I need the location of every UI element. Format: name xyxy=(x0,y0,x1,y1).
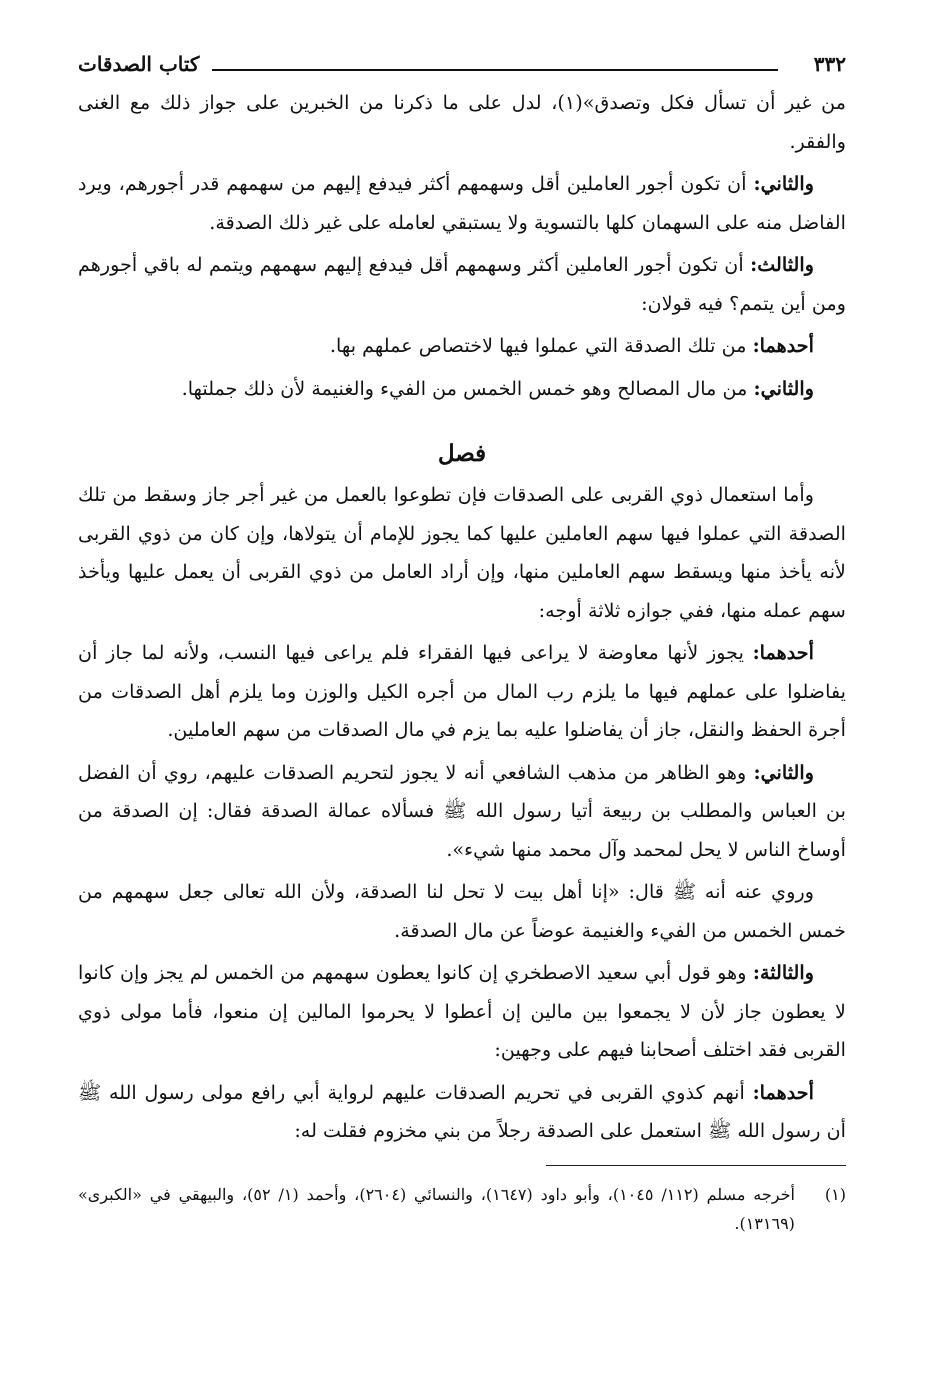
paragraph xyxy=(78,1074,846,1151)
paragraph-lead: أحدهما: xyxy=(752,1080,814,1104)
paragraph-lead: والثاني: xyxy=(753,376,814,400)
footnote xyxy=(78,1180,846,1238)
paragraph xyxy=(78,370,846,409)
paragraph-lead: أحدهما: xyxy=(752,334,814,357)
paragraph-text: وأما استعمال ذوي القربى على الصدقات فإن تطوعوا بالعمل من غير أجر جاز وسقط من تلك الصدقة التي عملوا فيها سهم العاملين عليها كما يجوز للإمام أن يتولاها، وإن كان من ذوي القربى لأنه يأخذ منها ويسقط سهم العاملين منها، وإن أراد العامل من ذوي القربى أن يعمل عليها ويأخذ سهم عمله منها، ففي جوازه ثلاثة أوجه: xyxy=(78,483,846,622)
page-header xyxy=(78,44,846,84)
paragraph xyxy=(78,873,846,950)
paragraph-text: من مال المصالح وهو خمس الخمس من الفيء والغنيمة لأن ذلك جملتها. xyxy=(181,376,748,400)
paragraph-text: أن تكون أجور العاملين أقل وسهمهم أكثر فيدفع إليهم من سهمهم قدر أجورهم، ويرد الفاضل منه على السهمان كلها بالتسوية ولا يستبقي لعامله على غير ذلك الصدقة. xyxy=(78,172,846,234)
header-rule xyxy=(212,69,778,71)
paragraph-lead: والثالث: xyxy=(750,253,814,276)
book-title: كتاب الصدقات xyxy=(78,52,200,76)
paragraph-text: من غير أن تسأل فكل وتصدق»(١)، لدل على ما ذكرنا من الخبرين على جواز ذلك مع الغنى والفقر. xyxy=(78,91,846,153)
paragraph-lead: أحدهما: xyxy=(752,641,814,664)
paragraph xyxy=(78,165,846,242)
footnote-separator xyxy=(546,1165,846,1166)
paragraph-text: وهو الظاهر من مذهب الشافعي أنه لا يجوز لتحريم الصدقات عليهم، روي أن الفضل بن العباس والمطلب بن ربيعة أتيا رسول الله ﷺ فسألاه عمالة الصدقة فقال: إن الصدقة من أوساخ الناس لا يحل لمحمد وآل محمد منها شيء». xyxy=(78,760,846,861)
page-number: ٣٣٢ xyxy=(813,52,846,76)
book-page xyxy=(78,44,846,1354)
paragraph-text: يجوز لأنها معاوضة لا يراعى فيها الفقراء فلم يراعى فيها النسب، ولأنه لما جاز أن يفاضلوا على عملهم فيها ما يلزم رب المال من أجره الكيل والوزن وما يلزم أهل الصدقات من أجرة الحفظ والنقل، جاز أن يفاضلوا عليه بما يزم في مال الصدقات من سهم العاملين. xyxy=(78,641,846,741)
paragraph-lead: والثاني: xyxy=(753,760,814,784)
paragraph xyxy=(78,84,846,161)
paragraph-text: من تلك الصدقة التي عملوا فيها لاختصاص عملهم بها. xyxy=(329,334,747,357)
paragraph-lead: والثاني: xyxy=(753,172,814,195)
paragraph-text: وروي عنه أنه ﷺ قال: «إنا أهل بيت لا تحل لنا الصدقة، ولأن الله تعالى جعل سهمهم من خمس الخمس من الفيء والغنيمة عوضاً عن مال الصدقة. xyxy=(78,880,846,942)
footnote-text: أخرجه مسلم (١١٢/ ١٠٤٥)، وأبو داود (١٦٤٧)، والنسائي (٢٦٠٤)، وأحمد (١/ ٥٢)، والبيهقي في «الكبرى» (١٣١٦٩). xyxy=(78,1184,795,1233)
paragraph xyxy=(78,754,846,870)
paragraph xyxy=(78,954,846,1070)
paragraph-text: أن تكون أجور العاملين أكثر وسهمهم أقل فيدفع إليهم سهمهم ويتمم له باقي أجورهم ومن أين يتمم؟ فيه قولان: xyxy=(78,253,846,315)
section-heading: فصل xyxy=(437,440,487,467)
main-text xyxy=(78,84,846,1151)
paragraph-text: أنهم كذوي القربى في تحريم الصدقات عليهم لرواية أبي رافع مولى رسول الله ﷺ أن رسول الله ﷺ استعمل على الصدقة رجلاً من بني مخزوم فقلت له: xyxy=(78,1080,846,1142)
footnote-number: (١) xyxy=(824,1184,846,1204)
paragraph xyxy=(78,476,846,630)
paragraph xyxy=(78,327,846,366)
paragraph xyxy=(78,246,846,323)
paragraph xyxy=(78,634,846,750)
paragraph-lead: والثالثة: xyxy=(752,961,814,984)
paragraph-text: وهو قول أبي سعيد الاصطخري إن كانوا يعطون سهمهم من الخمس لم يجز وإن كانوا لا يعطون جاز لأن لا يجمعوا بين مالين إن أعطوا لا يحرموا المالين إن منعوا، فأما مولى ذوي القربى فقد اختلف أصحابنا فيهم على وجهين: xyxy=(78,961,846,1061)
